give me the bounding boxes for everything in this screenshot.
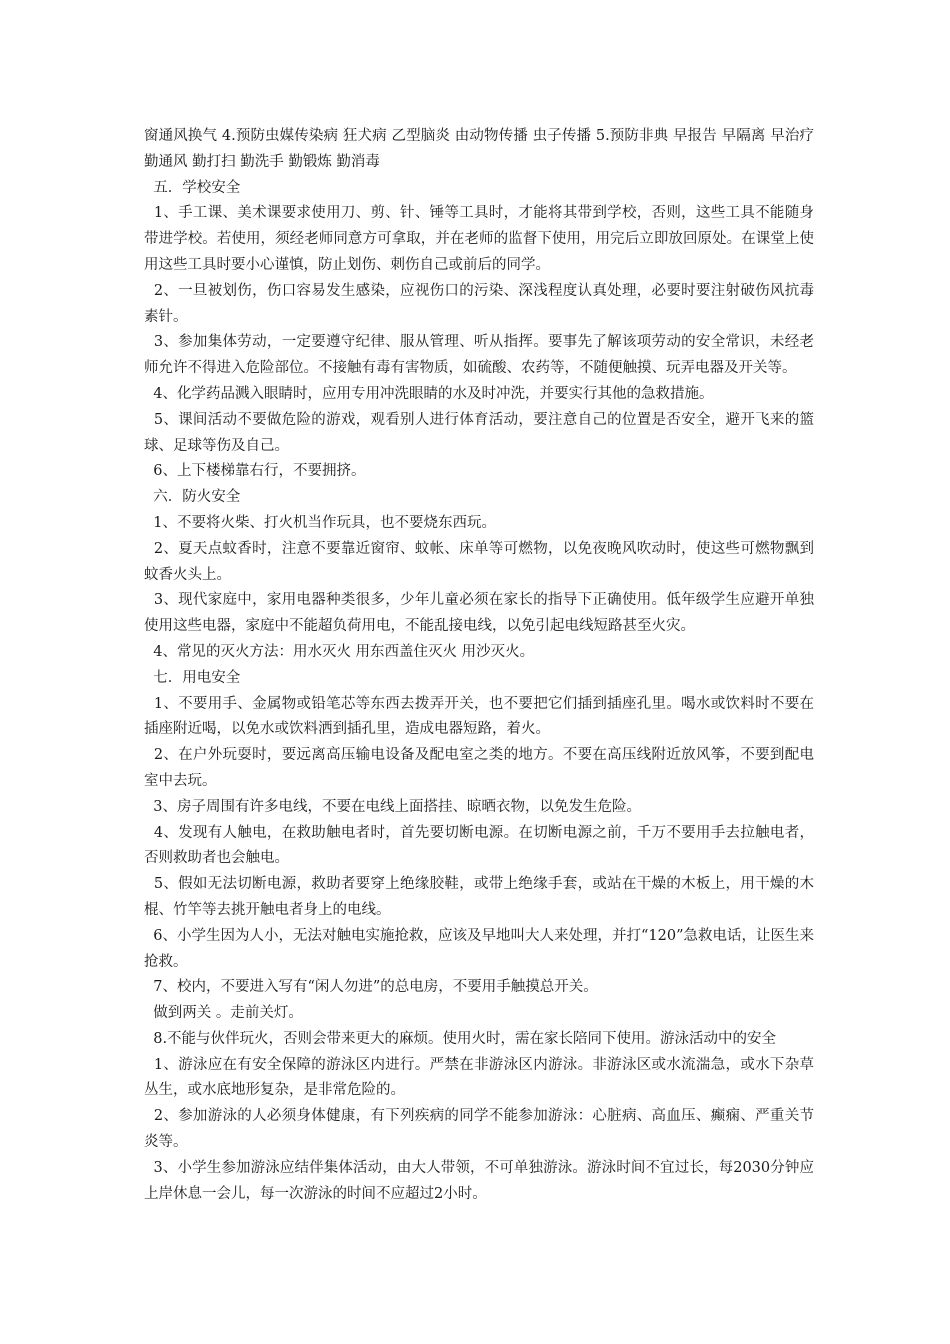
paragraph: 窗通风换气 4.预防虫媒传染病 狂犬病 乙型脑炎 由动物传播 虫子传播 5.预防非典 早报告 早隔离 早治疗 勤通风 勤打扫 勤洗手 勤锻炼 勤消毒 [144,128,819,170]
paragraph: 2、参加游泳的人必须身体健康，有下列疾病的同学不能参加游泳：心脏病、高血压、癫痫、严重关节炎等。 [144,1108,814,1151]
paragraph: 1、不要将火柴、打火机当作玩具，也不要烧东西玩。 [144,514,496,531]
paragraph: 5、假如无法切断电源，救助者要穿上绝缘胶鞋，或带上绝缘手套，或站在干燥的木板上，用干燥的木棍、竹竿等去挑开触电者身上的电线。 [144,876,814,918]
paragraph: 6、上下楼梯靠右行，不要拥挤。 [144,463,366,480]
paragraph: 4、发现有人触电，在救助触电者时，首先要切断电源。在切断电源之前，千万不要用手去拉触电者，否则救助者也会触电。 [144,824,814,867]
paragraph: 5、课间活动不要做危险的游戏，观看别人进行体育活动，要注意自己的位置是否安全，避开飞来的篮球、足球等伤及自己。 [144,411,814,454]
paragraph: 3、小学生参加游泳应结伴集体活动，由大人带领，不可单独游泳。游泳时间不宜过长，每2030分钟应上岸休息一会儿，每一次游泳的时间不应超过2小时。 [144,1159,815,1202]
paragraph: 3、房子周围有许多电线，不要在电线上面搭挂、晾晒衣物，以免发生危险。 [144,798,641,815]
paragraph: 7、校内，不要进入写有“闲人勿进”的总电房，不要用手触摸总开关。 [144,979,598,996]
paragraph: 1、不要用手、金属物或铅笔芯等东西去拨弄开关，也不要把它们插到插座孔里。喝水或饮料时不要在插座附近喝，以免水或饮料洒到插孔里，造成电器短路，着火。 [144,695,814,738]
document-page [144,124,819,1207]
section-heading: 七．用电安全 [144,669,241,686]
paragraph: 1、手工课、美术课要求使用刀、剪、针、锤等工具时，才能将其带到学校，否则，这些工具不能随身带进学校。若使用，须经老师同意方可拿取，并在老师的监督下使用，用完后立即放回原处。在课堂上使用这些工具时要小心谨慎，防止划伤、刺伤自己或前后的同学。 [144,205,814,273]
section-heading: 六．防火安全 [144,489,241,506]
paragraph: 做到两关 。走前关灯。 [144,1005,303,1022]
paragraph: 1、游泳应在有安全保障的游泳区内进行。严禁在非游泳区内游泳。非游泳区或水流湍急，或水下杂草丛生，或水底地形复杂，是非常危险的。 [144,1056,814,1099]
paragraph: 6、小学生因为人小，无法对触电实施抢救，应该及早地叫大人来处理，并打“120”急救电话，让医生来抢救。 [144,927,815,970]
paragraph: 2、夏天点蚊香时，注意不要靠近窗帘、蚊帐、床单等可燃物，以免夜晚风吹动时，使这些可燃物飘到蚊香火头上。 [144,540,814,583]
paragraph: 8.不能与伙伴玩火，否则会带来更大的麻烦。使用火时，需在家长陪同下使用。游泳活动中的安全 [144,1030,777,1047]
paragraph: 3、现代家庭中，家用电器种类很多，少年儿童必须在家长的指导下正确使用。低年级学生应避开单独使用这些电器，家庭中不能超负荷用电，不能乱接电线，以免引起电线短路甚至火灾。 [144,592,814,635]
paragraph: 3、参加集体劳动，一定要遵守纪律、服从管理、听从指挥。要事先了解该项劳动的安全常识，未经老师允许不得进入危险部位。不接触有毒有害物质，如硫酸、农药等，不随便触摸、玩弄电器及开关等。 [144,334,814,377]
paragraph: 2、在户外玩耍时，要远离高压输电设备及配电室之类的地方。不要在高压线附近放风筝，不要到配电室中去玩。 [144,747,814,789]
paragraph: 4、常见的灭火方法：用水灭火 用东西盖住灭火 用沙灭火。 [144,643,535,660]
paragraph: 2、一旦被划伤，伤口容易发生感染，应视伤口的污染、深浅程度认真处理，必要时要注射破伤风抗毒素针。 [144,282,814,325]
section-heading: 五．学校安全 [144,179,241,196]
paragraph: 4、化学药品溅入眼睛时，应用专用冲洗眼睛的水及时冲洗，并要实行其他的急救措施。 [144,385,714,402]
